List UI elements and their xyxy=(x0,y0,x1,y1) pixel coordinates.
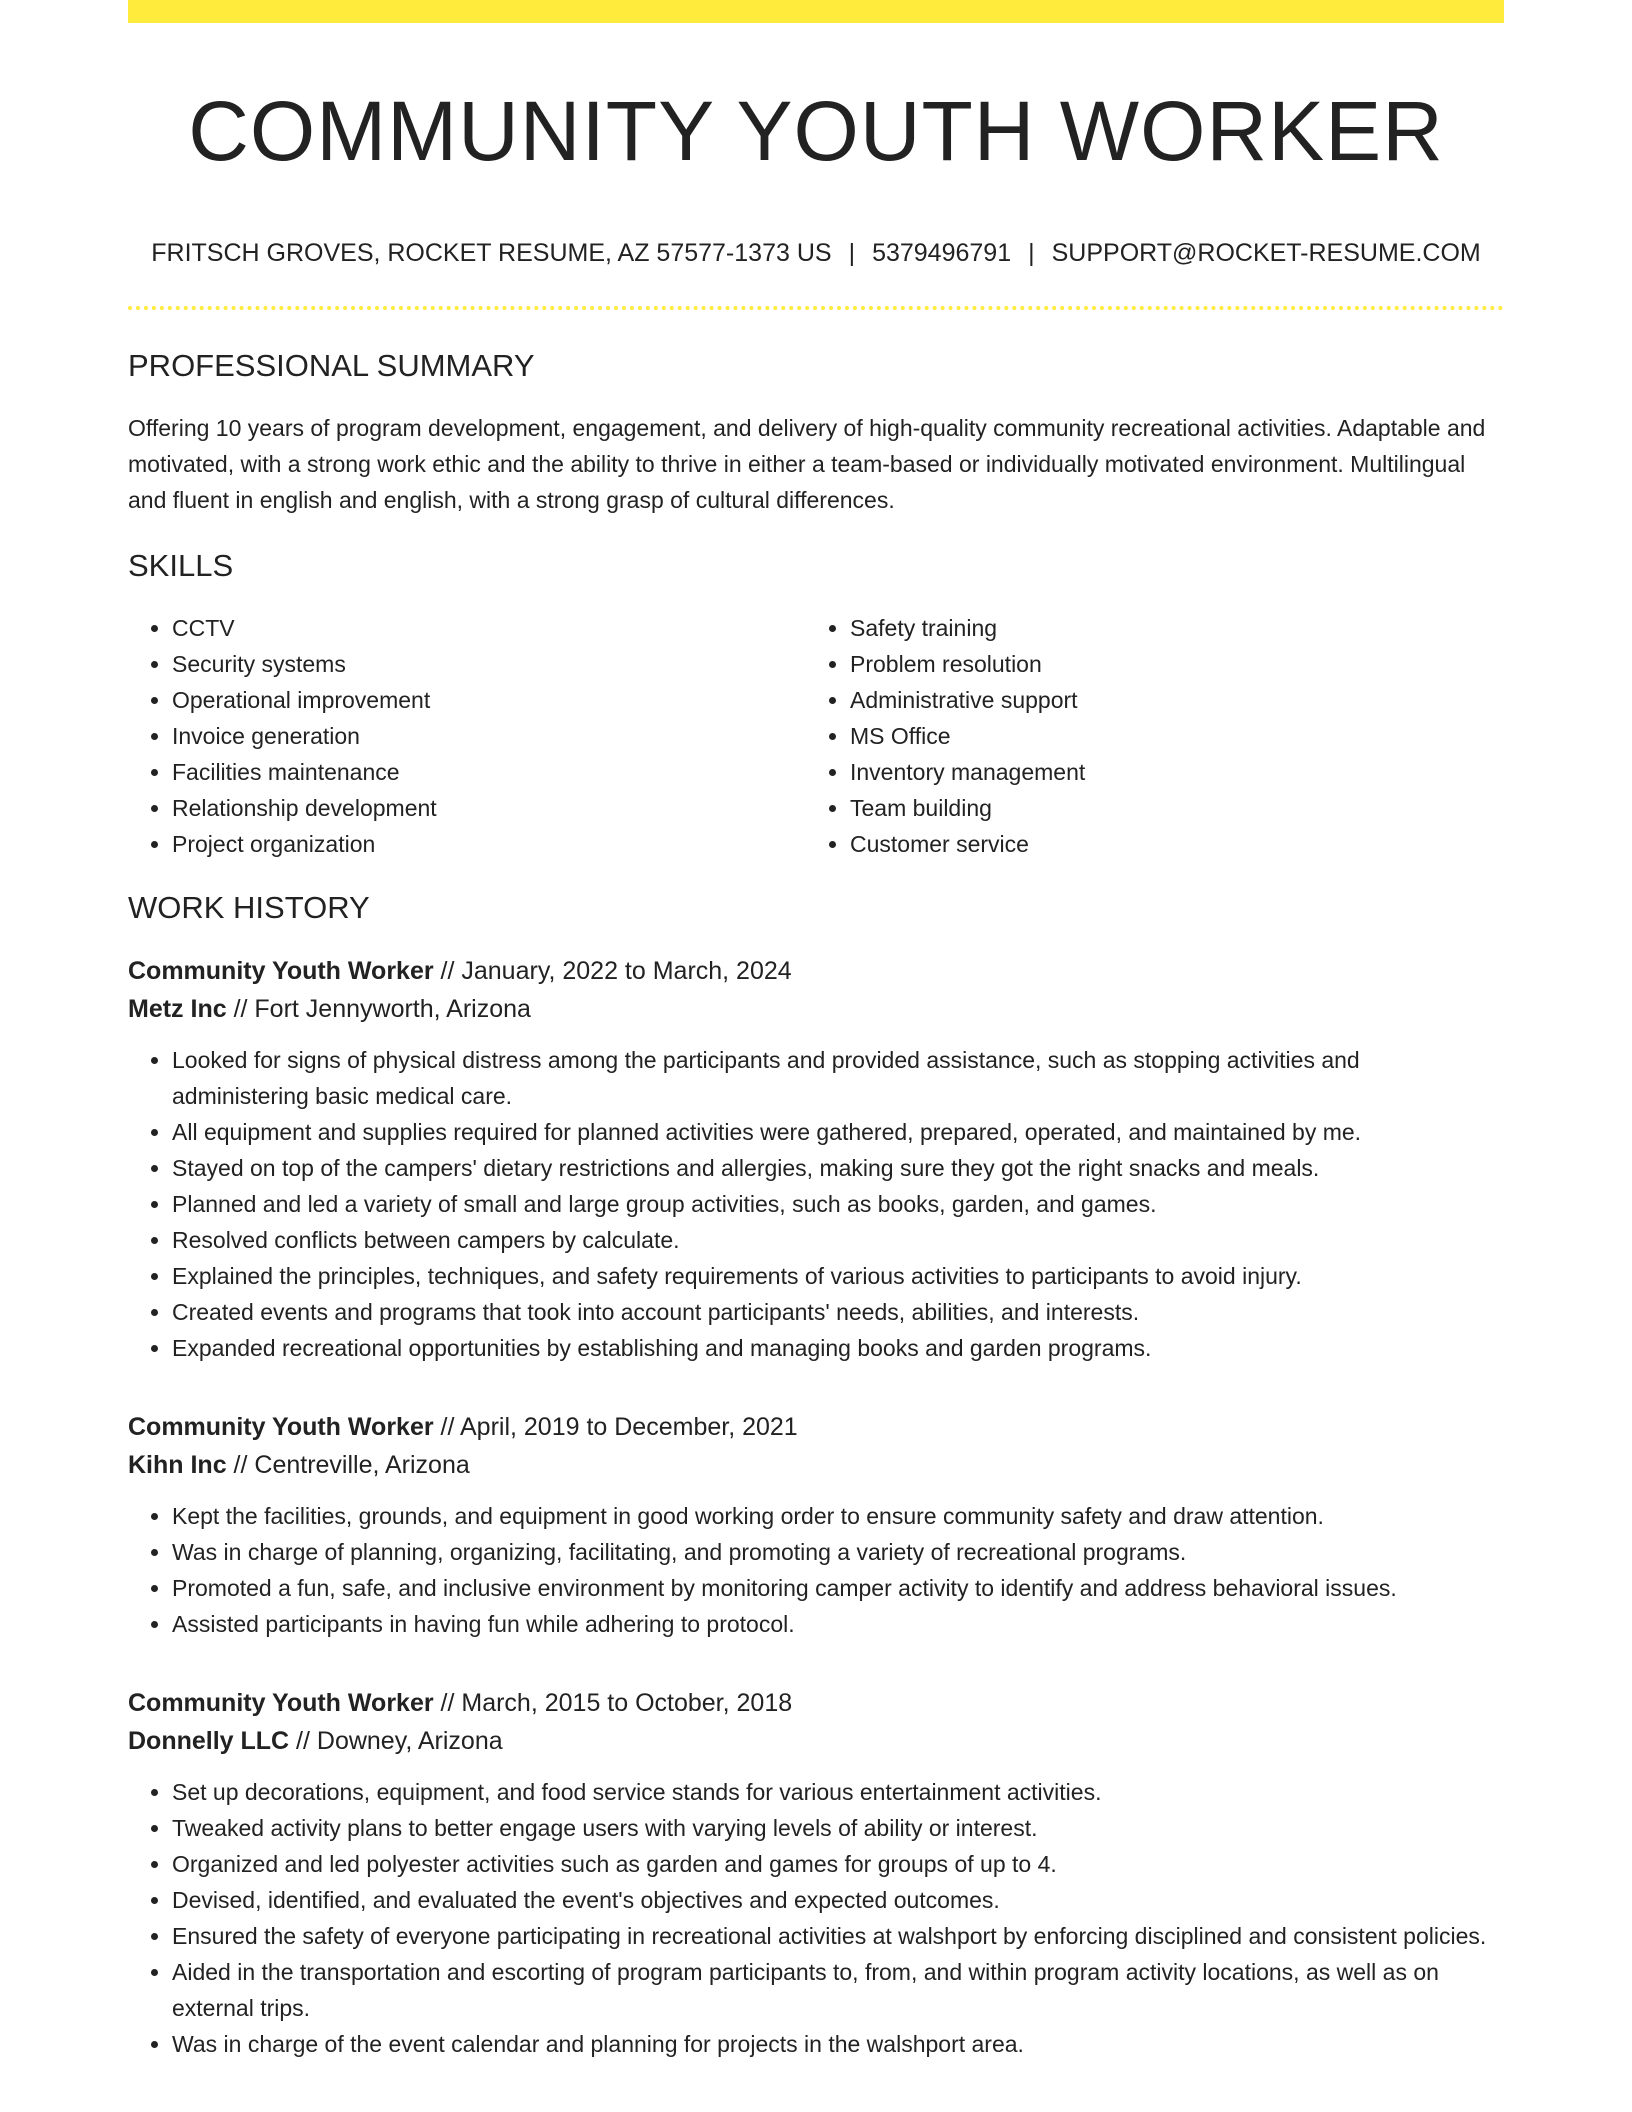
job-entry xyxy=(128,1684,1504,2062)
resume-page xyxy=(128,0,1504,2062)
job-bullet: • Explained the principles, techniques, and safety requirements of various activities to participants to avoid injury. xyxy=(172,1258,1504,1294)
job-bullets xyxy=(128,1774,1504,2062)
job-role: Community Youth Worker xyxy=(128,1413,434,1441)
skill-item: • Inventory management xyxy=(850,754,1484,790)
work-history-heading: WORK HISTORY xyxy=(128,890,370,925)
job-entry xyxy=(128,952,1504,1366)
job-company-line xyxy=(128,990,1504,1028)
contact-separator: | xyxy=(1028,239,1035,267)
job-company: Metz Inc xyxy=(128,995,227,1023)
skill-item: • Facilities maintenance xyxy=(172,754,806,790)
job-dates: // April, 2019 to December, 2021 xyxy=(433,1413,798,1441)
job-company: Donnelly LLC xyxy=(128,1727,290,1755)
job-company-line xyxy=(128,1446,1504,1484)
job-entry xyxy=(128,1408,1504,1642)
job-location: // Downey, Arizona xyxy=(289,1727,503,1755)
skills-list xyxy=(128,610,1504,862)
job-bullet: • Aided in the transportation and escorting of program participants to, from, and within program activity locations, as well as on external trips. xyxy=(172,1954,1504,2026)
skill-item: • Operational improvement xyxy=(172,682,806,718)
skill-item: • Team building xyxy=(850,790,1484,826)
job-location: // Centreville, Arizona xyxy=(226,1451,470,1479)
contact-separator: | xyxy=(848,239,856,267)
skill-item: • MS Office xyxy=(850,718,1484,754)
job-bullet: • Kept the facilities, grounds, and equipment in good working order to ensure community safety and draw attention. xyxy=(172,1498,1504,1534)
skill-item: • Customer service xyxy=(850,826,1484,862)
job-bullet: • Organized and led polyester activities such as garden and games for groups of up to 4. xyxy=(172,1846,1504,1882)
job-bullet: • Stayed on top of the campers' dietary restrictions and allergies, making sure they got the right snacks and meals. xyxy=(172,1150,1504,1186)
skills-column-left xyxy=(128,610,806,862)
skill-item: • Problem resolution xyxy=(850,646,1484,682)
skill-item: • Project organization xyxy=(172,826,806,862)
job-bullet: • Assisted participants in having fun while adhering to protocol. xyxy=(172,1606,1504,1642)
job-bullet: • Promoted a fun, safe, and inclusive environment by monitoring camper activity to identify and address behavioral issues. xyxy=(172,1570,1504,1606)
job-bullet: • Set up decorations, equipment, and food service stands for various entertainment activities. xyxy=(172,1774,1504,1810)
job-location: // Fort Jennyworth, Arizona xyxy=(226,995,531,1023)
header-divider xyxy=(128,306,1504,310)
skill-item: • CCTV xyxy=(172,610,806,646)
job-bullets xyxy=(128,1498,1504,1642)
contact-phone: 5379496791 xyxy=(872,239,1012,267)
skill-item: • Invoice generation xyxy=(172,718,806,754)
job-bullet: • Expanded recreational opportunities by establishing and managing books and garden programs. xyxy=(172,1330,1504,1366)
resume-name: COMMUNITY YOUTH WORKER xyxy=(188,84,1444,178)
job-company-line xyxy=(128,1722,1504,1760)
skill-item: • Administrative support xyxy=(850,682,1484,718)
job-bullet: • Was in charge of planning, organizing, facilitating, and promoting a variety of recreational programs. xyxy=(172,1534,1504,1570)
job-bullet: • All equipment and supplies required for planned activities were gathered, prepared, operated, and maintained by me. xyxy=(172,1114,1504,1150)
job-dates: // March, 2015 to October, 2018 xyxy=(433,1689,793,1717)
job-bullet: • Devised, identified, and evaluated the event's objectives and expected outcomes. xyxy=(172,1882,1504,1918)
skill-item: • Safety training xyxy=(850,610,1484,646)
summary-text: Offering 10 years of program development, engagement, and delivery of high-quality community recreational activities. Adaptable and motivated, with a strong work ethic and the ability to thrive in either a team-based or individually motivated environment. Multilingual and fluent in english and english, with a strong grasp of cultural differences. xyxy=(128,415,1486,513)
job-bullet: • Planned and led a variety of small and large group activities, such as books, garden, and games. xyxy=(172,1186,1504,1222)
job-bullet: • Ensured the safety of everyone participating in recreational activities at walshport by enforcing disciplined and consistent policies. xyxy=(172,1918,1504,1954)
skill-item: • Relationship development xyxy=(172,790,806,826)
job-company: Kihn Inc xyxy=(128,1451,227,1479)
skill-item: • Security systems xyxy=(172,646,806,682)
job-title-line xyxy=(128,952,1504,990)
skills-column-right xyxy=(806,610,1484,862)
job-bullet: • Tweaked activity plans to better engage users with varying levels of ability or interest. xyxy=(172,1810,1504,1846)
contact-email: SUPPORT@ROCKET-RESUME.COM xyxy=(1051,239,1481,267)
contact-address: FRITSCH GROVES, ROCKET RESUME, AZ 57577-1373 US xyxy=(151,239,832,267)
job-bullet: • Created events and programs that took into account participants' needs, abilities, and interests. xyxy=(172,1294,1504,1330)
job-bullet: • Resolved conflicts between campers by calculate. xyxy=(172,1222,1504,1258)
job-title-line xyxy=(128,1408,1504,1446)
job-bullet: • Was in charge of the event calendar and planning for projects in the walshport area. xyxy=(172,2026,1504,2062)
skills-heading: SKILLS xyxy=(128,548,234,583)
job-role: Community Youth Worker xyxy=(128,1689,434,1717)
job-dates: // January, 2022 to March, 2024 xyxy=(433,957,792,985)
job-title-line xyxy=(128,1684,1504,1722)
contact-line xyxy=(128,238,1504,268)
job-bullets xyxy=(128,1042,1504,1366)
summary-heading: PROFESSIONAL SUMMARY xyxy=(128,348,535,383)
job-role: Community Youth Worker xyxy=(128,957,434,985)
job-bullet: • Looked for signs of physical distress among the participants and provided assistance, such as stopping activities and administering basic medical care. xyxy=(172,1042,1504,1114)
